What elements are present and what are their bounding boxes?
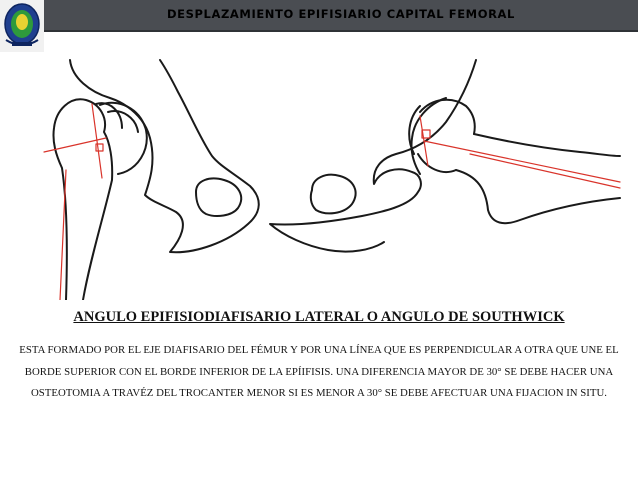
left-pelvis	[70, 60, 259, 252]
description-paragraph: ESTA FORMADO POR EL EJE DIAFISARIO DEL FÉMUR Y POR UNA LÍNEA QUE ES PERPENDICULAR A OTRA QUE UNE EL BORDE SUPERIOR CON EL BORDE INFERIOR DE LA EPÍIFISIS. UNA DIFERENCIA MAYOR DE 30° SE DEBE HACER UNA OSTEOTOMIA A TRAVÉZ DEL TROCANTER MENOR SI ES MENOR A 30° SE DEBE AFECTUAR UNA FIJACION IN SITU.	[19, 344, 619, 399]
right-pelvis	[270, 60, 476, 252]
title-bar	[44, 0, 638, 32]
southwick-angle-lines	[44, 104, 620, 300]
left-shaft-axis	[60, 170, 66, 300]
left-femur	[53, 99, 122, 300]
right-shaft-axis	[470, 154, 620, 188]
right-perpendicular-line	[424, 141, 620, 182]
slide-title: DESPLAZAMIENTO EPIFISIARIO CAPITAL FEMORAL	[167, 7, 515, 21]
hip-radiograph-drawing	[0, 30, 638, 300]
section-heading: ANGULO EPIFISIODIAFISARIO LATERAL O ANGULO DE SOUTHWICK	[73, 309, 565, 325]
